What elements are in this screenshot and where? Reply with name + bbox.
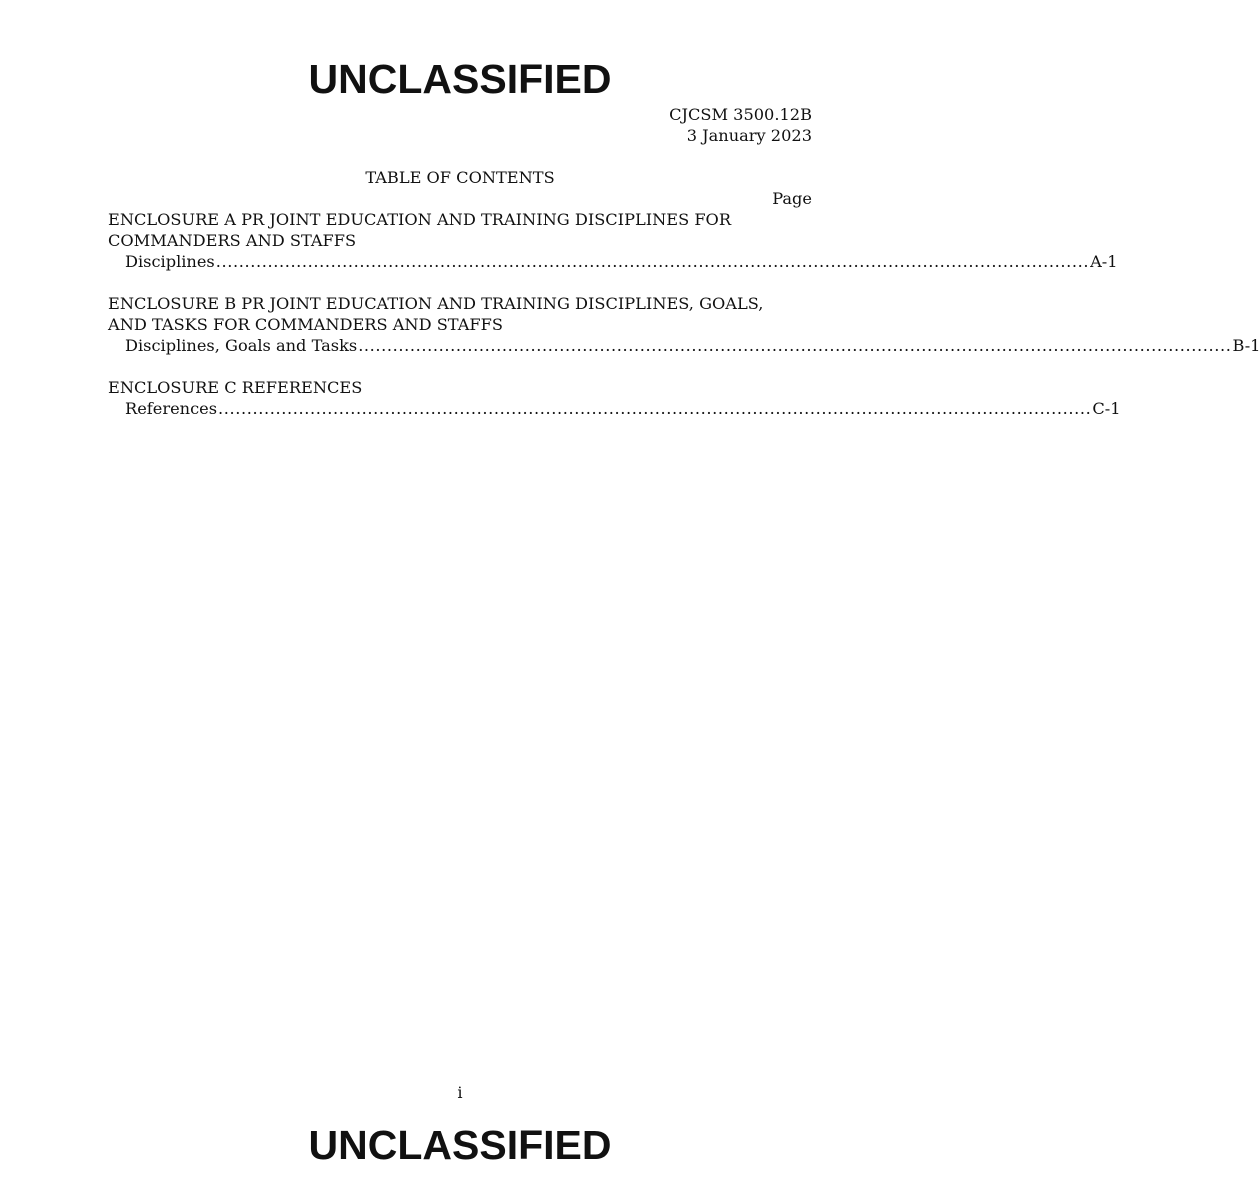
toc-enclosure-b xyxy=(108,293,1260,356)
toc-enclosure-c xyxy=(108,377,1121,419)
toc-page-column-label: Page xyxy=(772,189,812,208)
toc-leader-dots: ........................................................................................................................................................ xyxy=(358,336,1232,355)
table-of-contents xyxy=(108,209,1260,440)
toc-entry-page: A-1 xyxy=(1090,252,1118,271)
toc-leader-dots: ........................................................................................................................................................ xyxy=(215,252,1090,271)
toc-enclosure-title[interactable]: ENCLOSURE A PR JOINT EDUCATION AND TRAINING DISCIPLINES FOR COMMANDERS AND STAFFS xyxy=(108,210,732,250)
toc-entry-page: B-1 xyxy=(1232,336,1260,355)
toc-entry-label: Disciplines, Goals and Tasks xyxy=(125,336,358,355)
toc-enclosure-a xyxy=(108,209,1118,272)
document-number: CJCSM 3500.12B xyxy=(669,105,812,124)
page-number: i xyxy=(457,1083,463,1102)
toc-enclosure-title[interactable]: ENCLOSURE B PR JOINT EDUCATION AND TRAINING DISCIPLINES, GOALS, AND TASKS FOR COMMANDERS AND STAFFS xyxy=(108,294,764,334)
toc-leader-dots: ........................................................................................................................................................ xyxy=(218,399,1092,418)
toc-entry-label: References xyxy=(125,399,218,418)
toc-entry[interactable] xyxy=(108,251,1118,272)
toc-enclosure-title[interactable]: ENCLOSURE C REFERENCES xyxy=(108,378,363,397)
toc-title: TABLE OF CONTENTS xyxy=(365,168,555,187)
toc-entry[interactable] xyxy=(108,335,1260,356)
classification-banner-bottom: UNCLASSIFIED xyxy=(308,1122,612,1168)
toc-entry-label: Disciplines xyxy=(125,252,215,271)
classification-banner-top: UNCLASSIFIED xyxy=(308,56,612,102)
toc-entry-page: C-1 xyxy=(1092,399,1121,418)
toc-entry[interactable] xyxy=(108,398,1121,419)
document-header xyxy=(669,104,812,146)
document-date: 3 January 2023 xyxy=(686,126,812,145)
